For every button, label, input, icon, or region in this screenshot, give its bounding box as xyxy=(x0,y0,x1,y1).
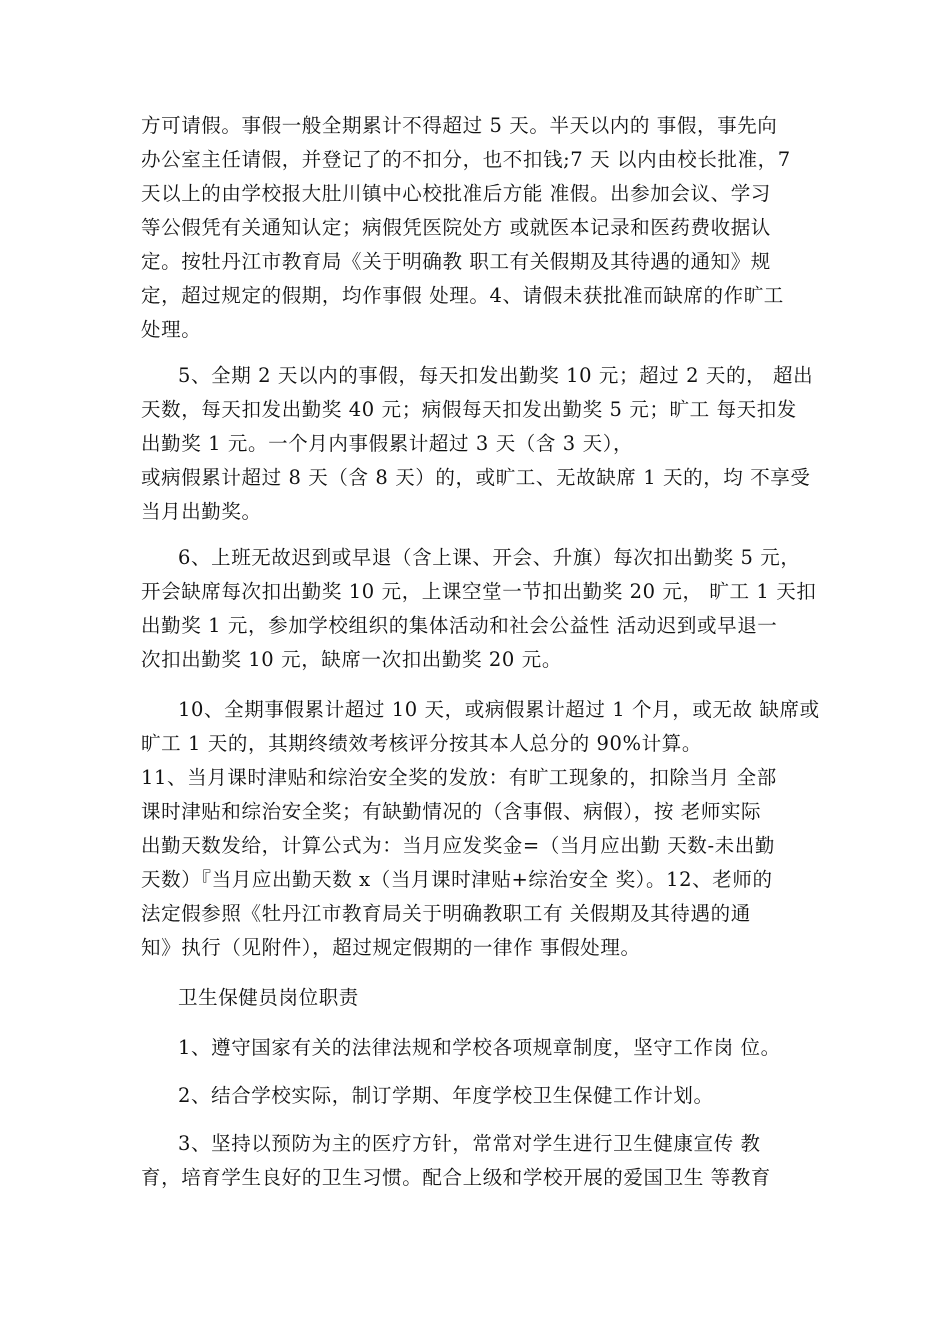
text-line: 定。按牡丹江市教育局《关于明确教 职工有关假期及其待遇的通知》规 xyxy=(141,250,771,273)
text-line: 定，超过规定的假期，均作事假 处理。4、请假未获批准而缺席的作旷工 xyxy=(141,284,784,307)
text-line: 出勤奖 1 元。一个月内事假累计超过 3 天（含 3 天）， xyxy=(141,432,634,455)
paragraph-start-line: 6、上班无故迟到或早退（含上课、开会、升旗）每次扣出勤奖 5 元， xyxy=(178,546,801,569)
text-line: 天以上的由学校报大肚川镇中心校批准后方能 准假。出参加会议、学习 xyxy=(141,182,771,205)
text-line: 等公假凭有关通知认定；病假凭医院处方 或就医本记录和医药费收据认 xyxy=(141,216,771,239)
text-line: 课时津贴和综治安全奖；有缺勤情况的（含事假、病假），按 老师实际 xyxy=(141,800,762,823)
text-line: 育，培育学生良好的卫生习惯。配合上级和学校开展的爱国卫生 等教育 xyxy=(141,1166,771,1189)
paragraph-start-line: 5、全期 2 天以内的事假，每天扣发出勤奖 10 元；超过 2 天的， 超出 xyxy=(178,364,814,387)
text-line: 次扣出勤奖 10 元，缺席一次扣出勤奖 20 元。 xyxy=(141,648,562,671)
text-line: 天数，每天扣发出勤奖 40 元；病假每天扣发出勤奖 5 元；旷工 每天扣发 xyxy=(141,398,797,421)
text-line: 开会缺席每次扣出勤奖 10 元，上课空堂一节扣出勤奖 20 元， 旷工 1 天扣 xyxy=(141,580,817,603)
text-line: 知》执行（见附件），超过规定假期的一律作 事假处理。 xyxy=(141,936,641,959)
text-line: 方可请假。事假一般全期累计不得超过 5 天。半天以内的 事假，事先向 xyxy=(141,114,778,137)
text-line: 或病假累计超过 8 天（含 8 天）的，或旷工、无故缺席 1 天的，均 不享受 xyxy=(141,466,811,489)
text-line: 11、当月课时津贴和综治安全奖的发放：有旷工现象的，扣除当月 全部 xyxy=(141,766,777,789)
paragraph-start-line: 10、全期事假累计超过 10 天，或病假累计超过 1 个月，或无故 缺席或 xyxy=(178,698,820,721)
paragraph-start-line: 3、坚持以预防为主的医疗方针，常常对学生进行卫生健康宣传 教 xyxy=(178,1132,761,1155)
paragraph-start-line: 2、结合学校实际，制订学期、年度学校卫生保健工作计划。 xyxy=(178,1084,714,1107)
text-line: 处理。 xyxy=(141,318,202,341)
text-line: 法定假参照《牡丹江市教育局关于明确教职工有 关假期及其待遇的通 xyxy=(141,902,751,925)
text-line: 天数）『当月应出勤天数 x（当月课时津贴+综治安全 奖）。12、老师的 xyxy=(141,868,773,891)
text-line: 旷工 1 天的，其期终绩效考核评分按其本人总分的 90%计算。 xyxy=(141,732,702,755)
text-line: 出勤天数发给，计算公式为：当月应发奖金=（当月应出勤 天数-未出勤 xyxy=(141,834,775,857)
text-line: 当月出勤奖。 xyxy=(141,500,262,523)
text-line: 办公室主任请假，并登记了的不扣分，也不扣钱;7 天 以内由校长批准，7 xyxy=(141,148,791,171)
paragraph-start-line: 1、遵守国家有关的法律法规和学校各项规章制度，坚守工作岗 位。 xyxy=(178,1036,781,1059)
text-line: 出勤奖 1 元，参加学校组织的集体活动和社会公益性 活动迟到或早退一 xyxy=(141,614,778,637)
section-heading: 卫生保健员岗位职责 xyxy=(178,986,359,1009)
